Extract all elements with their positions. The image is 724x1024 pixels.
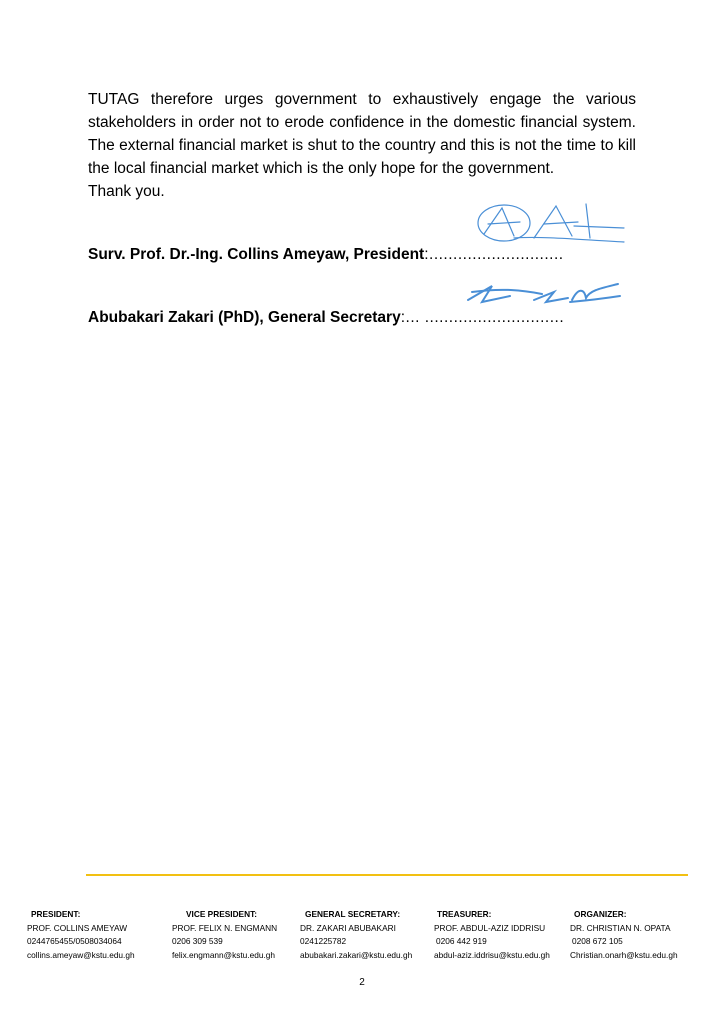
footer-divider [86, 874, 688, 876]
footer-phone: 0206 442 919 [436, 936, 487, 946]
footer-name: PROF. ABDUL-AZIZ IDDRISU [434, 922, 546, 933]
signature-dots: :............................ [424, 246, 564, 263]
president-name: Surv. Prof. Dr.-Ing. Collins Ameyaw, President [88, 246, 425, 263]
footer-name: DR. ZAKARI ABUBAKARI [300, 922, 396, 933]
closing-thanks: Thank you. [88, 183, 165, 200]
footer-role: VICE PRESIDENT: [186, 909, 257, 919]
footer-name: PROF. FELIX N. ENGMANN [172, 922, 278, 933]
footer-president [27, 908, 135, 962]
footer-phone: 0208 672 105 [572, 936, 623, 946]
footer-email: collins.ameyaw@kstu.edu.gh [27, 949, 135, 960]
footer-email: Christian.onarh@kstu.edu.gh [570, 949, 678, 960]
footer-email: felix.engmann@kstu.edu.gh [172, 949, 275, 960]
page-number: 2 [359, 977, 365, 988]
paragraph-text: TUTAG therefore urges government to exhaustively engage the various stakeholders in order not to erode confidence in the domestic financial system. The external financial market is shut to the country and this is not the time to kill the local financial market which is the only hope for the government. [88, 91, 636, 177]
signature-dots: :... ............................. [400, 309, 565, 326]
footer-email: abdul-aziz.iddrisu@kstu.edu.gh [434, 949, 550, 960]
president-signature-image [474, 198, 630, 250]
secretary-name: Abubakari Zakari (PhD), General Secretary [88, 309, 401, 326]
footer-role: ORGANIZER: [574, 909, 627, 919]
footer-role: PRESIDENT: [31, 909, 81, 919]
body-paragraph [88, 88, 636, 180]
footer-phone: 0241225782 [300, 936, 347, 946]
footer-name: DR. CHRISTIAN N. OPATA [570, 922, 671, 933]
footer-general-secretary [300, 908, 412, 962]
footer-treasurer [434, 908, 550, 962]
footer-name: PROF. COLLINS AMEYAW [27, 922, 128, 933]
footer-organizer [570, 908, 678, 962]
footer-phone: 0244765455/0508034064 [27, 936, 122, 946]
footer-vice-president [172, 908, 277, 962]
footer-email: abubakari.zakari@kstu.edu.gh [300, 949, 413, 960]
footer-role: TREASURER: [437, 909, 492, 919]
footer-phone: 0206 309 539 [172, 936, 223, 946]
president-signature-line [88, 246, 564, 264]
footer-role: GENERAL SECRETARY: [305, 909, 401, 919]
secretary-signature-image [462, 280, 622, 308]
secretary-signature-line [88, 309, 564, 327]
